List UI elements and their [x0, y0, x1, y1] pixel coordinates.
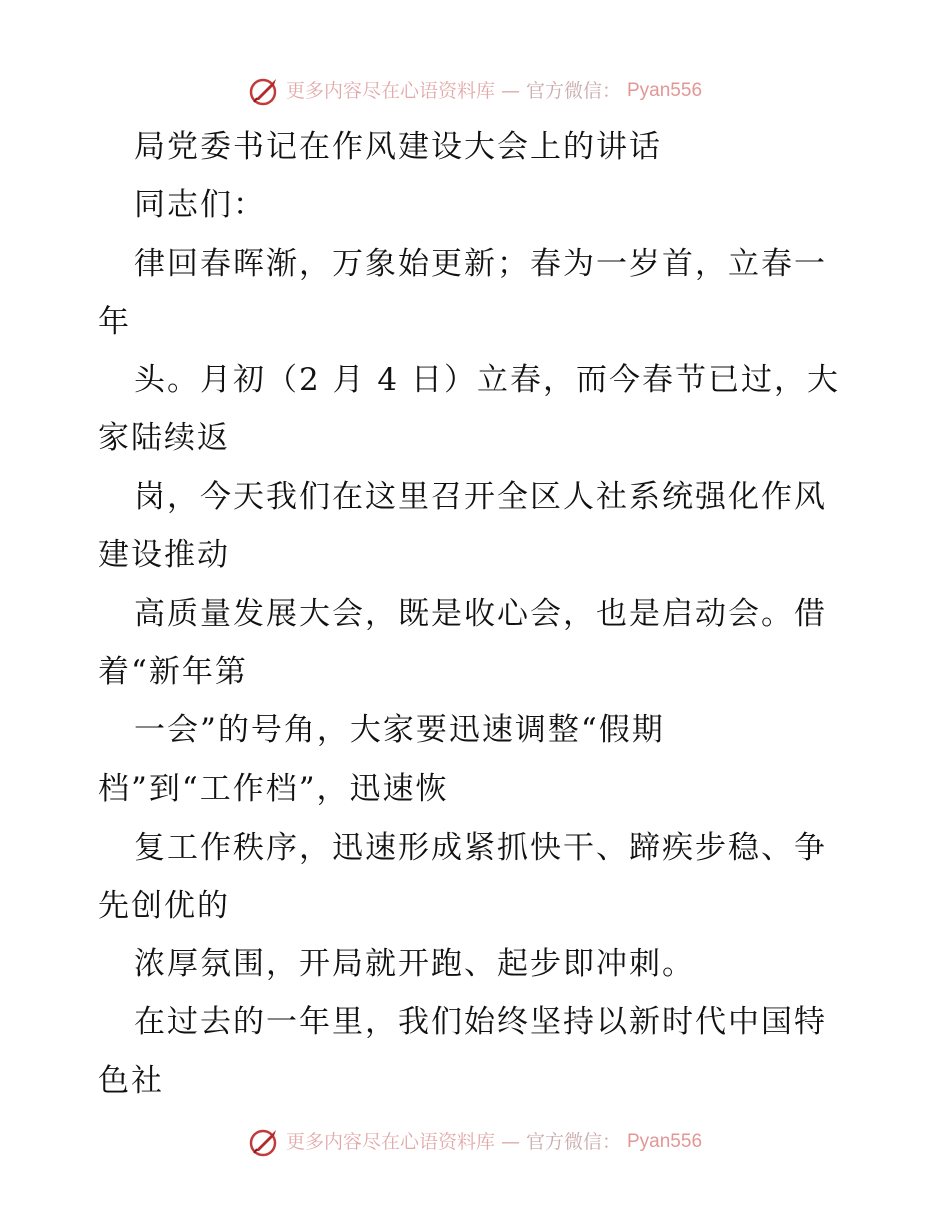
text-line: 岗，今天我们在这里召开全区人社系统强化作风 [134, 479, 827, 515]
text-line: 建设推动 [98, 537, 230, 573]
document-title: 局党委书记在作风建设大会上的讲话 [134, 129, 662, 165]
salutation: 同志们： [134, 187, 266, 223]
text-line: 家陆续返 [98, 420, 230, 456]
watermark-separator: — [500, 80, 520, 102]
text-line: 复工作秩序，迅速形成紧抓快干、蹄疾步稳、争 [134, 830, 827, 866]
watermark-wechat-label: 官方微信： [525, 1131, 621, 1153]
text-line: 先创优的 [98, 888, 230, 924]
watermark-wechat-id: Pyan556 [627, 1131, 703, 1152]
text-line: 律回春晖渐，万象始更新；春为一岁首，立春一 [134, 246, 827, 282]
watermark-wechat-label: 官方微信： [525, 80, 621, 102]
header-watermark [0, 75, 950, 107]
quill-pen-logo-icon [248, 1126, 280, 1158]
watermark-site-text: 更多内容尽在心语资料库 [285, 80, 495, 102]
watermark-site-text: 更多内容尽在心语资料库 [285, 1131, 495, 1153]
text-line: 头。月初（2 月 4 日）立春，而今春节已过，大 [134, 362, 841, 398]
quill-pen-logo-icon [248, 75, 280, 107]
text-line: 一会”的号角，大家要迅速调整“假期 [134, 712, 665, 748]
text-line: 色社 [98, 1063, 164, 1099]
text-line: 着“新年第 [98, 654, 248, 690]
text-line: 年 [98, 304, 131, 340]
text-line: 档”到“工作档”，迅速恢 [98, 771, 449, 807]
text-line: 在过去的一年里，我们始终坚持以新时代中国特 [134, 1004, 827, 1040]
footer-watermark [0, 1126, 950, 1158]
watermark-separator: — [500, 1131, 520, 1153]
text-line: 高质量发展大会，既是收心会，也是启动会。借 [134, 596, 827, 632]
watermark-wechat-id: Pyan556 [627, 80, 703, 101]
text-line: 浓厚氛围，开局就开跑、起步即冲刺。 [134, 946, 695, 982]
